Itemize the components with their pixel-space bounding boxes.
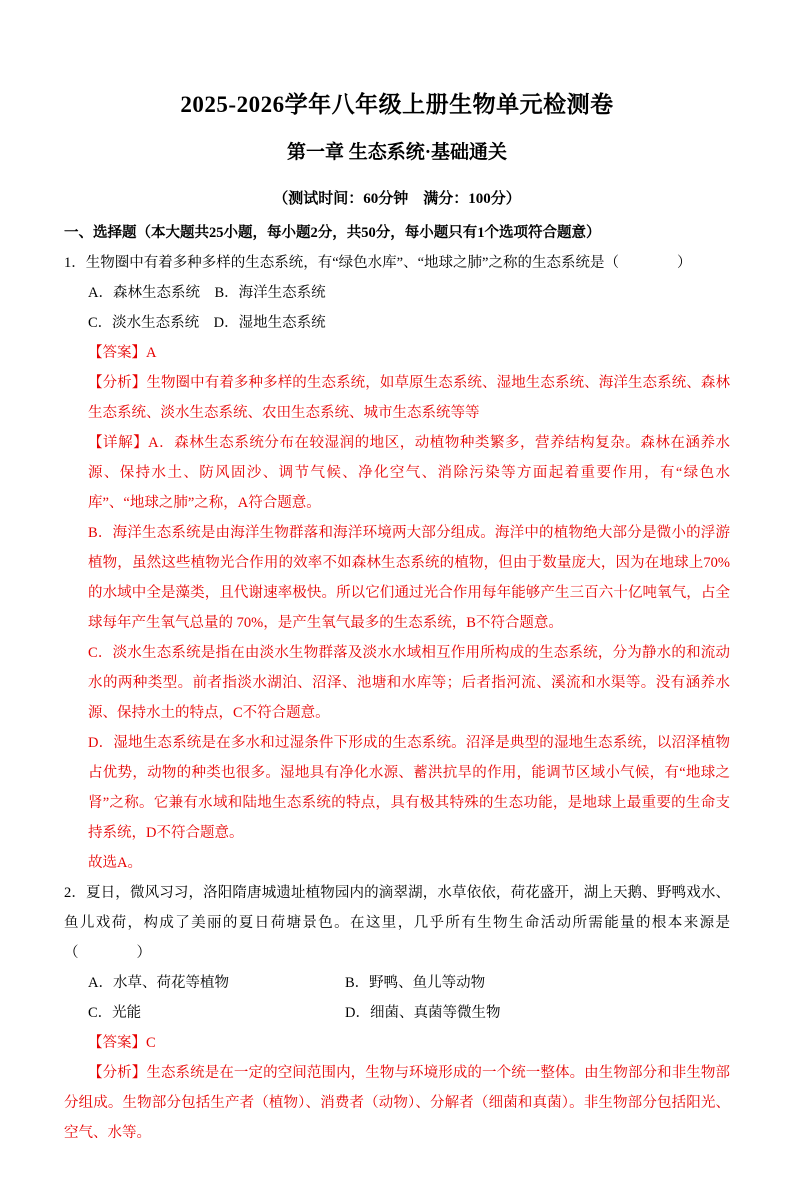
question-1-stem: 1．生物圈中有着多种多样的生态系统，有“绿色水库”、“地球之肺”之称的生态系统是（ ） (64, 255, 692, 271)
question-2-options-ab (88, 968, 730, 998)
question-1-detail-d: D．湿地生态系统是在多水和过湿条件下形成的生态系统。沼泽是典型的湿地生态系统，以沼泽植物占优势，动物的种类也很多。湿地具有净化水源、蓄洪抗旱的作用，能调节区域小气候，有“地球之肾”之称。它兼有水域和陆地生态系统的特点，具有极其特殊的生态功能，是地球上最重要的生命支持系统，D不符合题意。 (88, 735, 730, 841)
document-body (64, 248, 730, 1148)
question-1-detail-b: B．海洋生态系统是由海洋生物群落和海洋环境两大部分组成。海洋中的植物绝大部分是微小的浮游植物，虽然这些植物光合作用的效率不如森林生态系统的植物，但由于数量庞大，因为在地球上70%的水域中全是藻类，且代谢速率极快。所以它们通过光合作用每年能够产生三百六十亿吨氧气，占全球每年产生氧气总量的 70%，是产生氧气最多的生态系统，B不符合题意。 (88, 525, 730, 631)
question-2-answer: 【答案】C (88, 1035, 156, 1051)
question-1-conclusion: 故选A。 (88, 855, 142, 871)
question-1-options-ab: A．森林生态系统 B．海洋生态系统 (88, 285, 326, 301)
question-2-analysis: 【分析】生态系统是在一定的空间范围内，生物与环境形成的一个统一整体。由生物部分和非生物部分组成。生物部分包括生产者（植物）、消费者（动物）、分解者（细菌和真菌）。非生物部分包括阳光、空气、水等。 (64, 1065, 730, 1141)
question-2-stem: 2．夏日，微风习习，洛阳隋唐城遗址植物园内的滴翠湖，水草依依，荷花盛开，湖上天鹅、野鸭戏水、鱼儿戏荷，构成了美丽的夏日荷塘景色。在这里，几乎所有生物生命活动所需能量的根本来源是（ ） (64, 885, 730, 961)
answer-option: C．光能 (88, 1005, 142, 1021)
section-header: 一、选择题（本大题共25小题，每小题2分，共50分，每小题只有1个选项符合题意） (64, 225, 601, 241)
question-1-answer: 【答案】A (88, 345, 157, 361)
answer-option: B．野鸭、鱼儿等动物 (345, 975, 486, 991)
exam-meta: （测试时间：60分钟 满分：100分） (273, 191, 521, 207)
question-1-analysis: 【分析】生物圈中有着多种多样的生态系统，如草原生态系统、湿地生态系统、海洋生态系统、森林生态系统、淡水生态系统、农田生态系统、城市生态系统等等 (88, 375, 730, 421)
question-1-detail-a: 【详解】A．森林生态系统分布在较湿润的地区，动植物种类繁多，营养结构复杂。森林在涵养水源、保持水土、防风固沙、调节气候、净化空气、消除污染等方面起着重要作用，有“绿色水库”、“地球之肺”之称，A符合题意。 (88, 435, 730, 511)
question-1-options-cd: C．淡水生态系统 D．湿地生态系统 (88, 315, 326, 331)
chapter-title: 第一章 生态系统·基础通关 (286, 142, 508, 163)
answer-option: A．水草、荷花等植物 (88, 975, 229, 991)
page-title: 2025-2026学年八年级上册生物单元检测卷 (180, 92, 614, 117)
question-1-detail-c: C．淡水生态系统是指在由淡水生物群落及淡水水域相互作用所构成的生态系统，分为静水的和流动水的两种类型。前者指淡水湖泊、沼泽、池塘和水库等；后者指河流、溪流和水渠等。没有涵养水源、保持水土的特点，C不符合题意。 (88, 645, 730, 721)
question-2-options-cd (88, 998, 730, 1028)
answer-option: D．细菌、真菌等微生物 (345, 1005, 501, 1021)
